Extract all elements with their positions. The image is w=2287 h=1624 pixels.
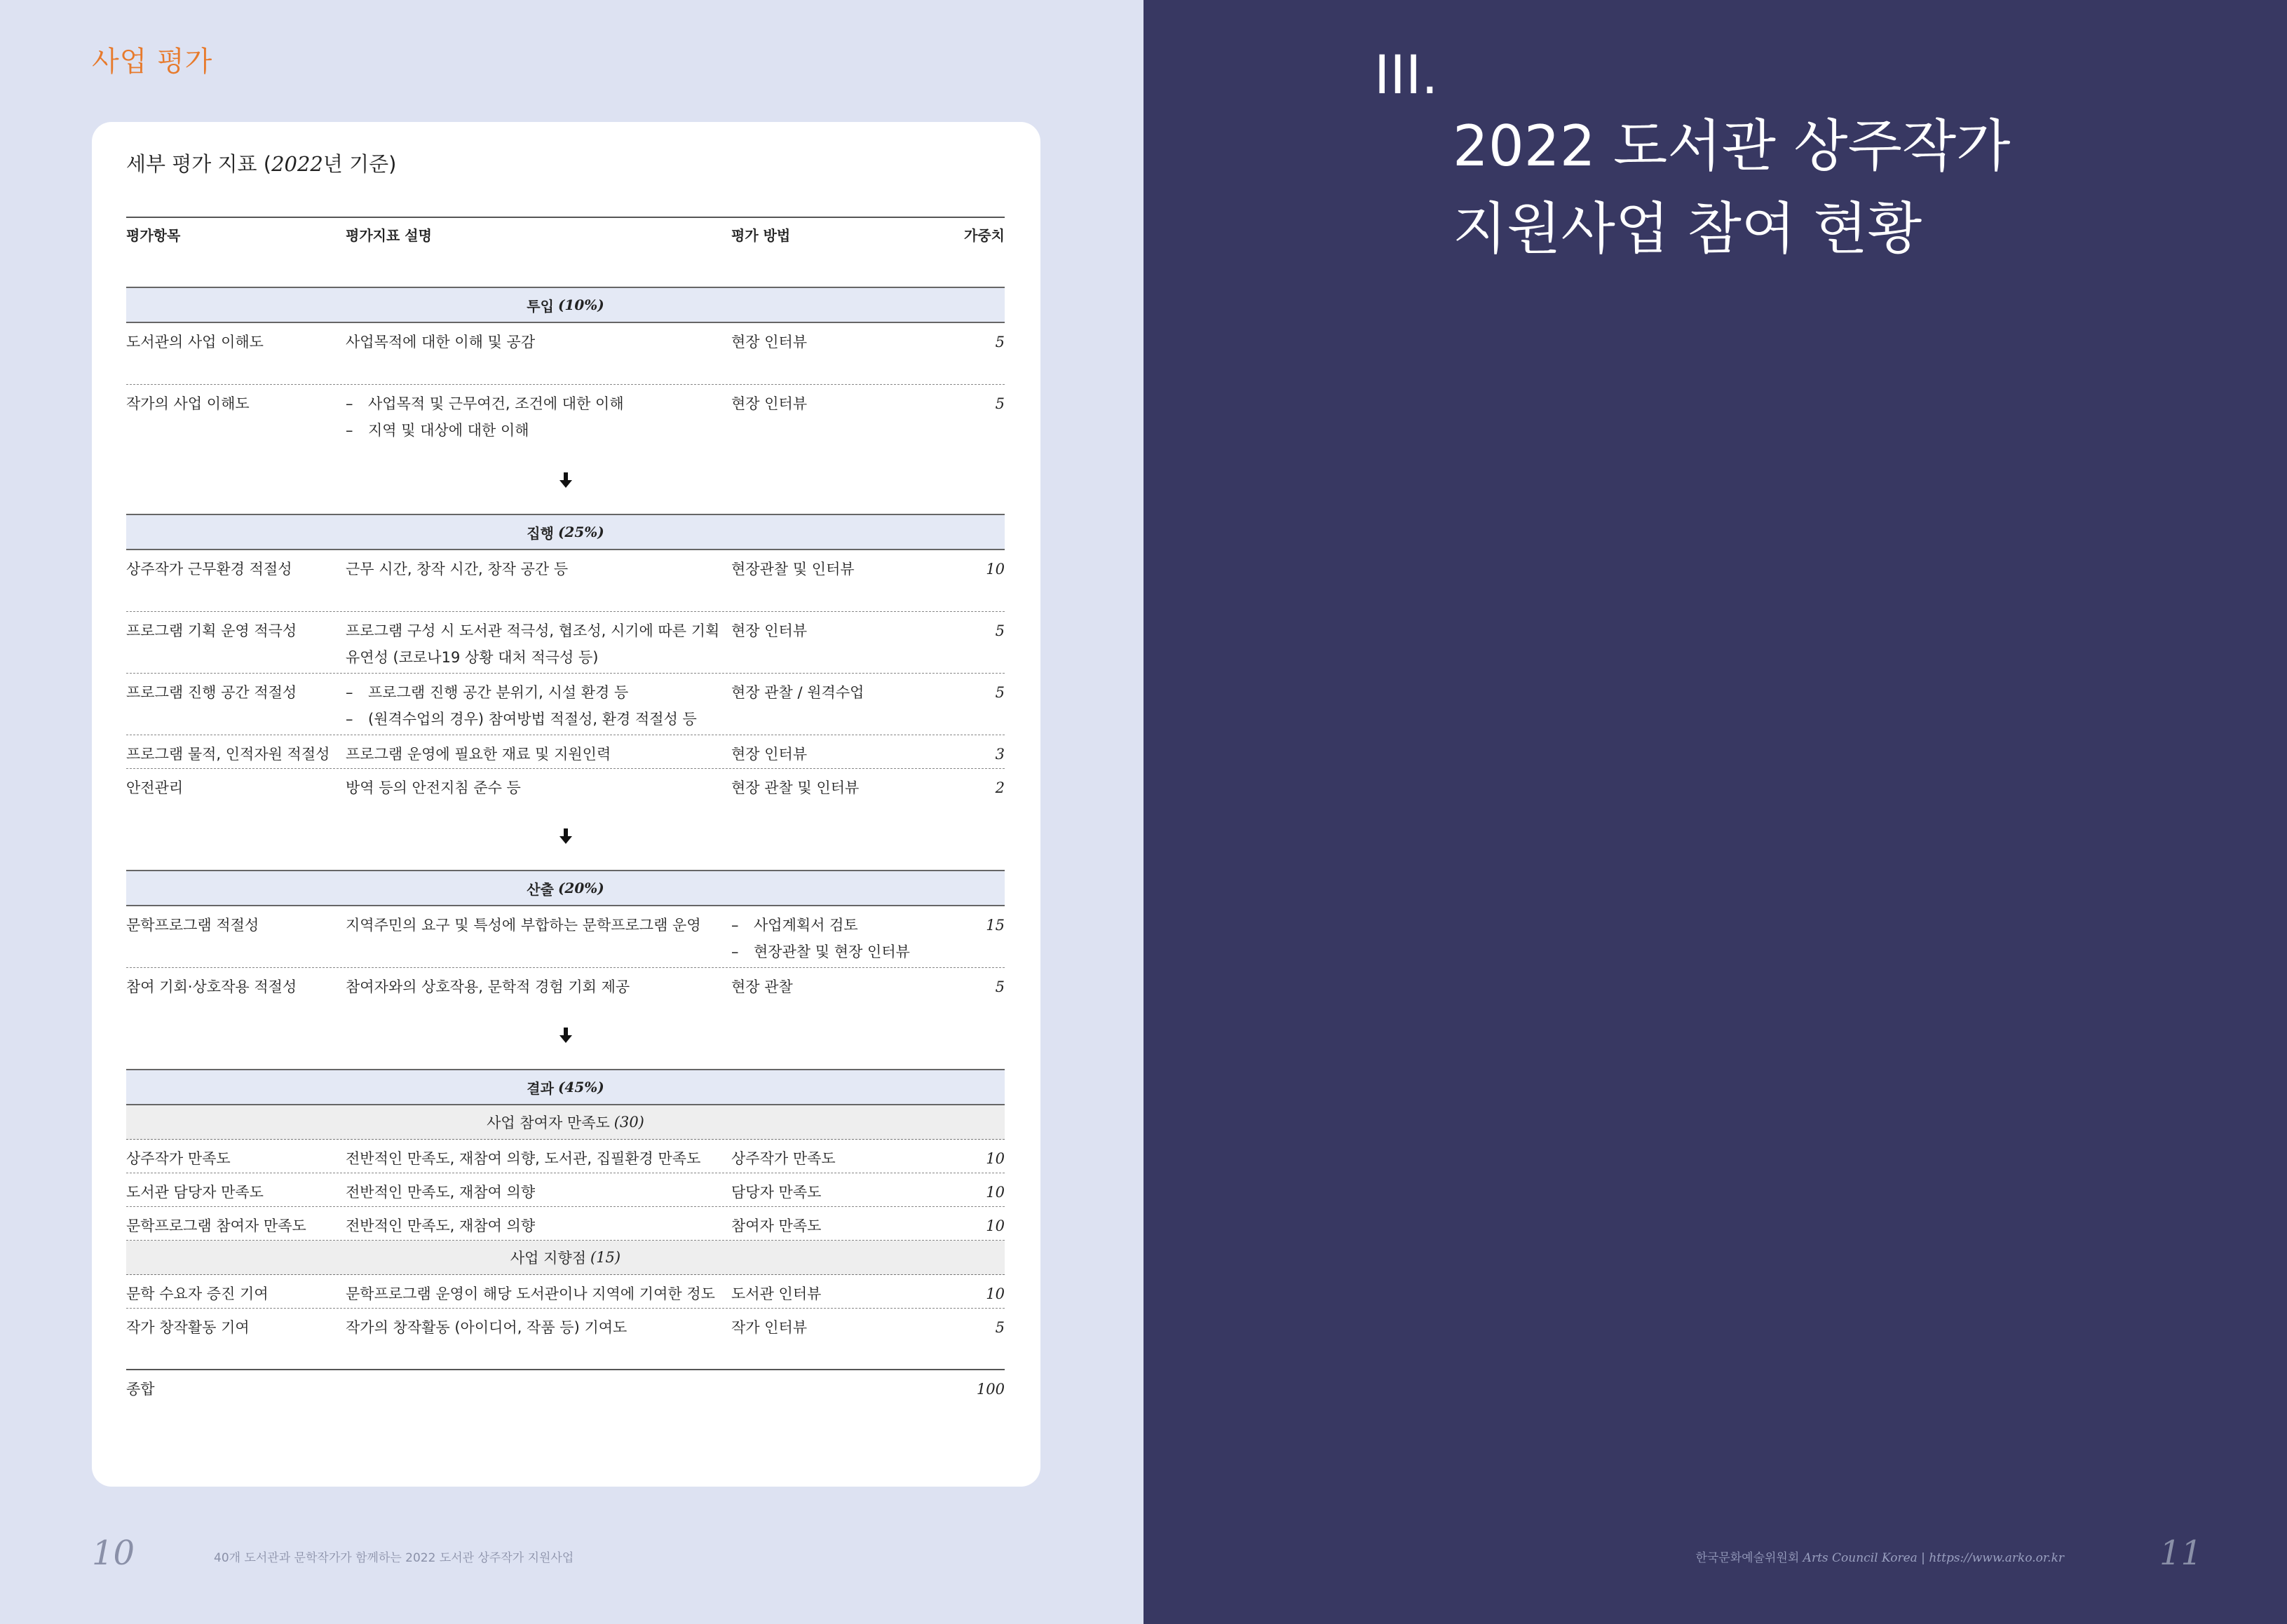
row-item: 문학프로그램 참여자 만족도 (126, 1217, 306, 1234)
row-weight: 5 (995, 395, 1005, 412)
row-item: 작가 창작활동 기여 (126, 1319, 250, 1336)
row-weight: 5 (995, 978, 1005, 995)
row-desc: 방역 등의 안전지침 준수 등 (346, 779, 521, 796)
row-desc: 작가의 창작활동 (아이디어, 작품 등) 기여도 (346, 1319, 627, 1336)
page-number-right: 11 (2159, 1534, 2203, 1573)
table-row (126, 1207, 1005, 1241)
category-execution: 집행 (25%) (126, 514, 1005, 550)
table-header-row (126, 217, 1005, 287)
row-weight: 10 (986, 1285, 1005, 1302)
chapter-title (1453, 105, 2010, 271)
row-item: 도서관의 사업 이해도 (126, 334, 264, 350)
row-method: 현장관찰 및 인터뷰 (731, 561, 855, 578)
total-weight: 100 (976, 1381, 1005, 1398)
row-method: 작가 인터뷰 (731, 1319, 808, 1336)
table-row (126, 1309, 1005, 1342)
total-empty (346, 1370, 731, 1376)
table-row (126, 735, 1005, 769)
row-item: 프로그램 물적, 인적자원 적절성 (126, 746, 330, 763)
row-item: 문학 수요자 증진 기여 (126, 1285, 269, 1302)
row-weight: 2 (995, 779, 1005, 796)
row-weight: 3 (995, 746, 1005, 763)
row-desc: – 프로그램 진행 공간 분위기, 시설 환경 등 – (원격수업의 경우) 참여방법 적절성, 환경 적절성 등 (346, 674, 731, 732)
table-row (126, 323, 1005, 385)
table-row (126, 385, 1005, 446)
row-weight: 5 (995, 684, 1005, 701)
row-method: 현장 관찰 (731, 978, 793, 995)
row-method: 현장 인터뷰 (731, 395, 808, 412)
row-weight: 5 (995, 334, 1005, 350)
row-item: 상주작가 만족도 (126, 1150, 231, 1167)
row-desc: 전반적인 만족도, 재참여 의향 (346, 1217, 536, 1234)
row-method: 도서관 인터뷰 (731, 1285, 822, 1302)
header-weight: 가중치 (964, 227, 1005, 244)
row-weight: 10 (986, 1184, 1005, 1201)
row-method: – 사업계획서 검토 – 현장관찰 및 현장 인터뷰 (731, 906, 963, 965)
category-output: 산출 (20%) (126, 870, 1005, 906)
row-item: 작가의 사업 이해도 (126, 395, 250, 412)
down-arrow-icon (126, 1002, 1005, 1069)
table-title: 세부 평가 지표 (2022년 기준) (126, 152, 397, 176)
section-tag: 사업 평가 (92, 46, 213, 78)
chapter-number: III. (1374, 43, 1439, 106)
row-item: 문학프로그램 적절성 (126, 917, 259, 934)
table-row (126, 1173, 1005, 1207)
row-weight: 10 (986, 1150, 1005, 1167)
table-row (126, 550, 1005, 612)
evaluation-table (126, 217, 1005, 1403)
row-desc: 사업목적에 대한 이해 및 공감 (346, 334, 536, 350)
table-row (126, 769, 1005, 803)
subcategory-satisfaction: 사업 참여자 만족도 (30) (126, 1105, 1005, 1140)
row-item: 안전관리 (126, 779, 184, 796)
total-row (126, 1369, 1005, 1403)
subcategory-direction: 사업 지향점 (15) (126, 1241, 1005, 1275)
row-weight: 10 (986, 1217, 1005, 1234)
row-item: 프로그램 기획 운영 적극성 (126, 622, 297, 639)
row-desc: 프로그램 구성 시 도서관 적극성, 협조성, 시기에 따른 기획 유연성 (코로나19 상황 대처 적극성 등) (346, 622, 720, 666)
row-desc: 지역주민의 요구 및 특성에 부합하는 문학프로그램 운영 (346, 917, 701, 934)
chapter-title-line1: 2022 도서관 상주작가 (1453, 114, 2011, 179)
row-item: 상주작가 근무환경 적절성 (126, 561, 292, 578)
table-row (126, 906, 1005, 968)
row-method: 현장 관찰 및 인터뷰 (731, 779, 860, 796)
row-item: 참여 기회·상호작용 적절성 (126, 978, 297, 995)
row-method: 현장 인터뷰 (731, 746, 808, 763)
row-method: 현장 인터뷰 (731, 622, 808, 639)
row-desc: 근무 시간, 창작 시간, 창작 공간 등 (346, 561, 569, 578)
spacer (126, 1342, 1005, 1369)
row-method: 참여자 만족도 (731, 1217, 822, 1234)
row-method: 현장 인터뷰 (731, 334, 808, 350)
row-item: 프로그램 진행 공간 적절성 (126, 684, 297, 701)
header-item: 평가항목 (126, 227, 181, 244)
page-number-left: 10 (92, 1534, 135, 1573)
table-row (126, 674, 1005, 735)
row-method: 담당자 만족도 (731, 1184, 822, 1201)
header-method: 평가 방법 (731, 227, 791, 244)
category-result: 결과 (45%) (126, 1069, 1005, 1105)
footer-left: 40개 도서관과 문학작가가 함께하는 2022 도서관 상주작가 지원사업 (214, 1551, 574, 1565)
row-weight: 15 (986, 917, 1005, 934)
row-weight: 5 (995, 622, 1005, 639)
row-desc: 전반적인 만족도, 재참여 의향, 도서관, 집필환경 만족도 (346, 1150, 701, 1167)
row-item: 도서관 담당자 만족도 (126, 1184, 264, 1201)
total-empty (731, 1370, 963, 1376)
down-arrow-icon (126, 803, 1005, 870)
table-row (126, 968, 1005, 1002)
table-row (126, 1275, 1005, 1309)
chapter-title-line2: 지원사업 참여 현황 (1453, 196, 1922, 261)
row-desc: 문학프로그램 운영이 해당 도서관이나 지역에 기여한 정도 (346, 1285, 715, 1302)
table-row (126, 1140, 1005, 1173)
row-desc: – 사업목적 및 근무여건, 조건에 대한 이해 – 지역 및 대상에 대한 이해 (346, 385, 731, 444)
total-label: 종합 (126, 1381, 155, 1398)
row-method: 현장 관찰 / 원격수업 (731, 684, 864, 701)
table-row (126, 612, 1005, 674)
row-desc: 프로그램 운영에 필요한 재료 및 지원인력 (346, 746, 611, 763)
row-weight: 5 (995, 1319, 1005, 1336)
row-method: 상주작가 만족도 (731, 1150, 836, 1167)
row-desc: 참여자와의 상호작용, 문학적 경험 기회 제공 (346, 978, 630, 995)
footer-right: 한국문화예술위원회 Arts Council Korea | https://www.arko.or.kr (1695, 1551, 2064, 1565)
down-arrow-icon (126, 446, 1005, 514)
row-weight: 10 (986, 561, 1005, 578)
header-desc: 평가지표 설명 (346, 227, 432, 244)
category-input: 투입 (10%) (126, 287, 1005, 323)
row-desc: 전반적인 만족도, 재참여 의향 (346, 1184, 536, 1201)
